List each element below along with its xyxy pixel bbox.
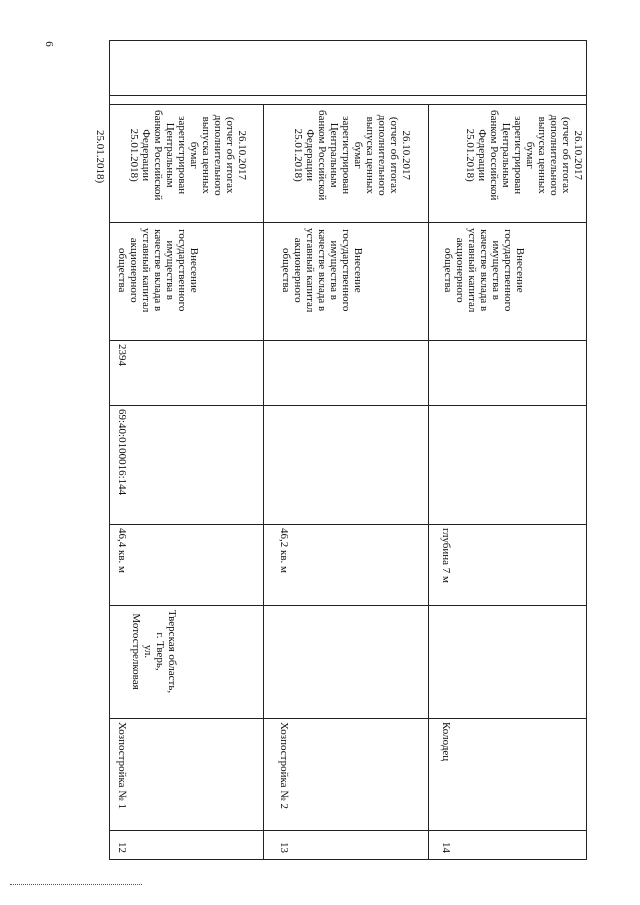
row-size: 46,4 кв. м (116, 528, 128, 573)
top-fragment: 25.01.2018) (94, 130, 106, 184)
top-band-divider (109, 95, 587, 96)
row-basis: Внесение государственного имущества в качестве вклада в уставный капитал акционерного общества (280, 228, 364, 313)
page-number: 6 (42, 41, 55, 47)
col-line-basis-top (109, 222, 587, 223)
row-number: 12 (116, 842, 128, 853)
row-address: Тверская область, г. Тверь, ул. Мотострелковая (130, 610, 178, 694)
row-line-12 (263, 104, 264, 860)
row-number: 13 (278, 842, 290, 853)
row-cadastral: 69:40:0100016:144 (116, 409, 128, 496)
row-basis: Внесение государственного имущества в качестве вклада в уставный капитал акционерного общества (442, 228, 526, 313)
col-line-no-top (109, 830, 587, 831)
col-line-name-top (109, 718, 587, 719)
col-line-size-top (109, 524, 587, 525)
row-date: 26.10.2017 (отчет об итогах дополнительного выпуска ценных бумаг зарегистрирован Центральным банком Российской Федерации 25.01.2018) (464, 110, 584, 201)
row-date: 26.10.2017 (отчет об итогах дополнительного выпуска ценных бумаг зарегистрирован Центральным банком Российской Федерации 25.01.2018) (128, 110, 248, 201)
row-size: глубина 7 м (440, 528, 452, 584)
col-line-count-top (109, 340, 587, 341)
row-line-13 (428, 104, 429, 860)
col-line-address-top (109, 605, 587, 606)
row-basis: Внесение государственного имущества в качестве вклада в уставный капитал акционерного общества (116, 228, 200, 313)
col-line-date-top (109, 104, 587, 105)
row-name: Хозпостройка № 2 (278, 722, 290, 810)
row-number: 14 (440, 842, 452, 853)
footnote-separator (10, 884, 142, 885)
col-line-cadastral-top (109, 405, 587, 406)
row-date: 26.10.2017 (отчет об итогах дополнительного выпуска ценных бумаг зарегистрирован Центральным банком Российской Федерации 25.01.2018) (292, 110, 412, 201)
row-size: 46,2 кв. м (278, 528, 290, 573)
row-name: Колодец (440, 722, 452, 762)
row-count: 2394 (116, 344, 128, 366)
row-name: Хозпостройка № 1 (116, 722, 128, 810)
